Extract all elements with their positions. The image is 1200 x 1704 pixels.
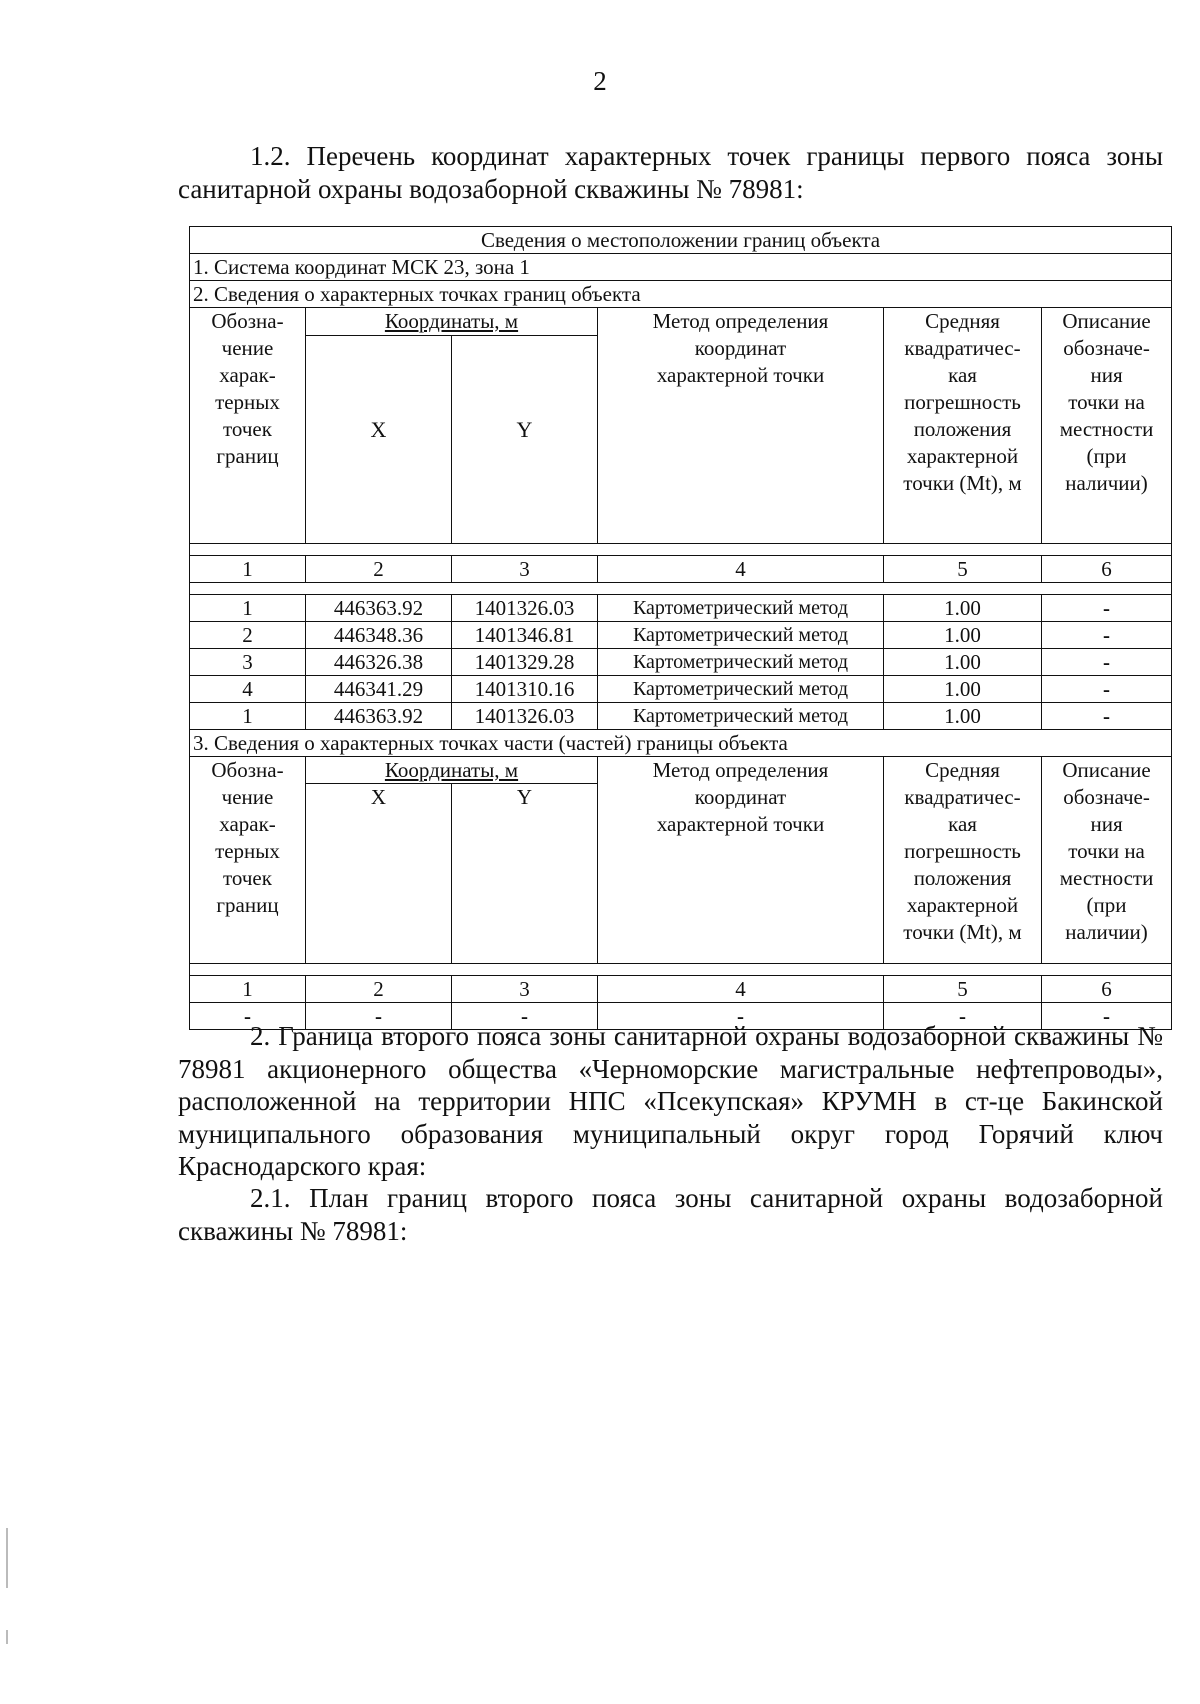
table-row: 1 446363.92 1401326.03 Картометрический метод 1.00 - (190, 595, 1172, 622)
coord-system-row: 1. Система координат МСК 23, зона 1 (190, 254, 1172, 281)
scan-margin-mark (6, 1630, 8, 1644)
part-header-description: Описание обозначе- ния точки на местности (при наличии) (1042, 757, 1172, 964)
table-row: 1 446363.92 1401326.03 Картометрический метод 1.00 - (190, 703, 1172, 730)
header-x: X (306, 336, 452, 544)
section-2-1-text: 2.1. План границ второго пояса зоны санитарной охраны водозаборной скважины № 78981: (178, 1183, 1163, 1246)
part-header-y: Y (516, 785, 533, 809)
table-row: 4 446341.29 1401310.16 Картометрический метод 1.00 - (190, 676, 1172, 703)
header-mean-error: Средняя квадратичес- кая погрешность положения характерной точки (Mt), м (884, 308, 1042, 544)
header-coordinates: Координаты, м (306, 308, 598, 336)
section-1-2-text: 1.2. Перечень координат характерных точек границы первого пояса зоны санитарной охраны водозаборной скважины № 78981: (178, 141, 1163, 204)
table-row: 3 446326.38 1401329.28 Картометрический метод 1.00 - (190, 649, 1172, 676)
column-numbers-row: 1 2 3 4 5 6 (190, 556, 1172, 583)
table-row: 2 446348.36 1401346.81 Картометрический метод 1.00 - (190, 622, 1172, 649)
section-2-text: 2. Граница второго пояса зоны санитарной охраны водозаборной скважины № 78981 акционерного общества «Черноморские магистральные нефтепроводы», расположенной на территории НПС «Псекупская» КРУМН в ст-це Бакинской муниципального образования муниципальный округ город Горячий ключ Краснодарского края: (178, 1021, 1163, 1181)
scan-margin-mark (6, 1528, 8, 1588)
header-y: Y (452, 336, 598, 544)
section-3-title-row: 3. Сведения о характерных точках части (частей) границы объекта (190, 730, 1172, 757)
table-title: Сведения о местоположении границ объекта (190, 227, 1172, 254)
section-2-title-row: 2. Сведения о характерных точках границ объекта (190, 281, 1172, 308)
part-header-coordinates: Координаты, м X Y (306, 757, 598, 964)
part-header-method: Метод определения координат характерной точки (598, 757, 884, 964)
part-header-designation: Обозна- чение харак- терных точек границ (190, 757, 306, 964)
part-column-numbers-row: 1 2 3 4 5 6 (190, 976, 1172, 1003)
coordinates-table (189, 226, 1172, 1030)
header-designation: Обозна- чение харак- терных точек границ (190, 308, 306, 544)
part-header-mean-error: Средняя квадратичес- кая погрешность положения характерной точки (Mt), м (884, 757, 1042, 964)
page-number: 2 (593, 66, 607, 96)
section-1-2-heading (178, 140, 1163, 205)
section-2-paragraph (178, 1020, 1163, 1183)
header-description: Описание обозначе- ния точки на местности (при наличии) (1042, 308, 1172, 544)
part-table-row: - - - - - - (190, 1003, 1172, 1030)
part-header-x: X (306, 784, 452, 963)
header-method: Метод определения координат характерной точки (598, 308, 884, 544)
section-2-1-heading (178, 1182, 1163, 1247)
